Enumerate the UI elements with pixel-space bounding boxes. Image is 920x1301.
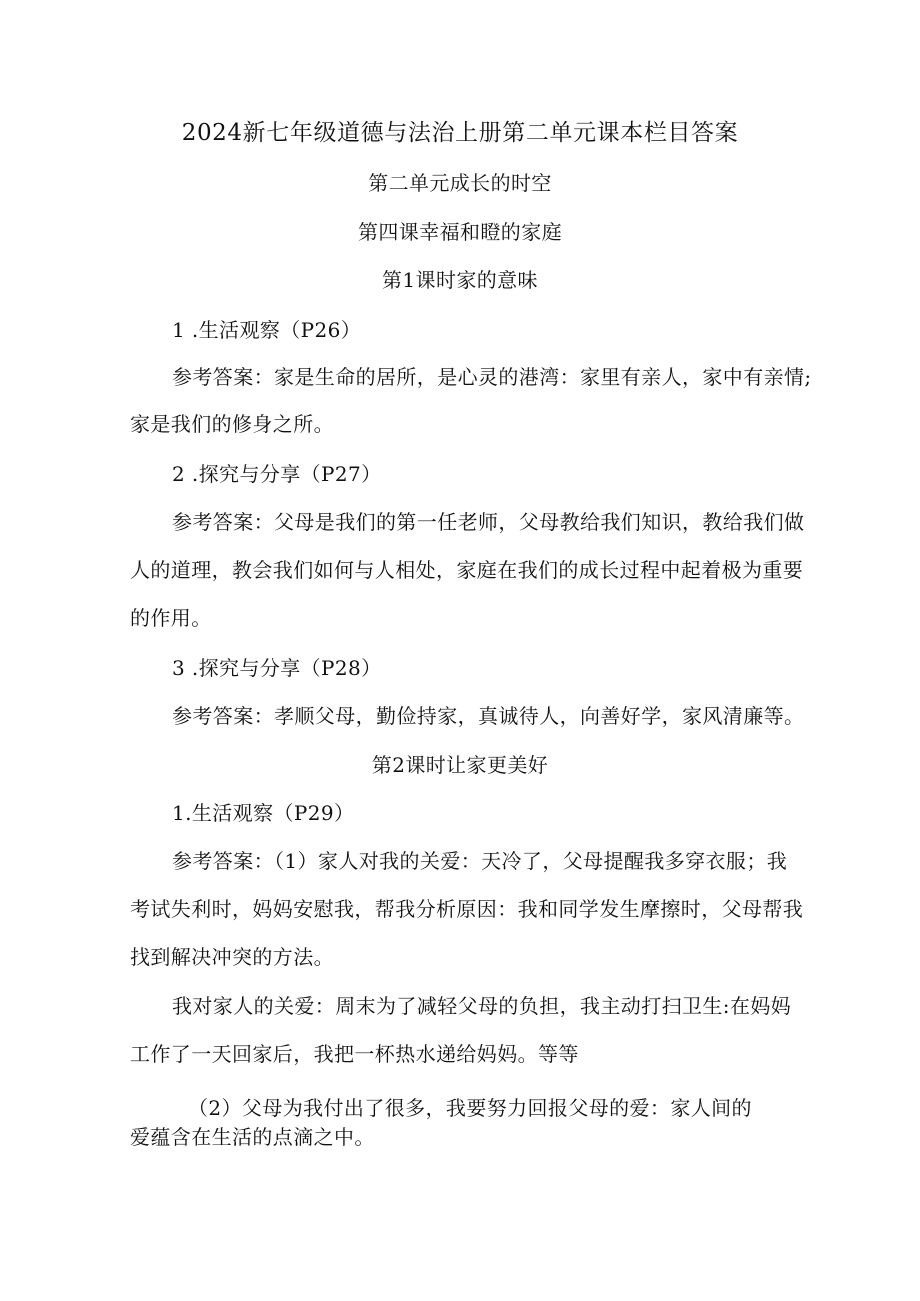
lesson2-item1-answer-line3: 找到解决冲突的方法。 [130, 945, 334, 969]
lesson2-item1-answer-line2: 考试失利时，妈妈安慰我，帮我分析原因：我和同学发生摩擦时，父母帮我 [130, 897, 804, 921]
document-title: 2024新七年级道德与法治上册第二单元课本栏目答案 [181, 120, 739, 146]
lesson1-item1-label: 1 .生活观察（P26） [172, 318, 362, 342]
lesson2-item1-extra-line1: 我对家人的关爱：周末为了减轻父母的负担，我主动打扫卫生:在妈妈 [172, 994, 792, 1018]
lesson2-heading: 第2课时让家更美好 [371, 753, 549, 777]
lesson1-item2-answer-line3: 的作用。 [130, 606, 212, 630]
lesson1-item1-answer-line1: 参考答案：家是生命的居所，是心灵的港湾：家里有亲人，家中有亲情; [172, 365, 812, 389]
lesson1-heading: 第1课时家的意味 [382, 268, 538, 292]
lesson1-item2-answer-line1: 参考答案：父母是我们的第一任老师，父母教给我们知识，教给我们做 [172, 510, 805, 534]
lesson2-item1-extra-line2: 工作了一天回家后，我把一杯热水递给妈妈。等等 [130, 1042, 579, 1066]
lesson2-item1-part2-line2: 爱蕴含在生活的点滴之中。 [130, 1125, 375, 1149]
lesson1-item3-answer-line1: 参考答案：孝顺父母，勤俭持家，真诚待人，向善好学，家风清廉等。 [172, 704, 805, 728]
lesson1-item2-label: 2 .探究与分享（P27） [172, 462, 382, 486]
lesson2-item1-part2-line1: （2）父母为我付出了很多，我要努力回报父母的爱：家人间的 [188, 1096, 752, 1120]
lesson1-item3-label: 3 .探究与分享（P28） [172, 656, 382, 680]
lesson2-item1-answer-line1: 参考答案：（1）家人对我的关爱：天冷了，父母提醒我多穿衣服；我 [172, 849, 788, 873]
lesson1-item1-answer-line2: 家是我们的修身之所。 [130, 412, 334, 436]
lesson-title: 第四课幸福和瞪的家庭 [358, 220, 562, 244]
lesson2-item1-label: 1.生活观察（P29） [172, 801, 355, 825]
lesson1-item2-answer-line2: 人的道理，教会我们如何与人相处，家庭在我们的成长过程中起着极为重要 [130, 558, 804, 582]
unit-title: 第二单元成长的时空 [368, 171, 552, 195]
